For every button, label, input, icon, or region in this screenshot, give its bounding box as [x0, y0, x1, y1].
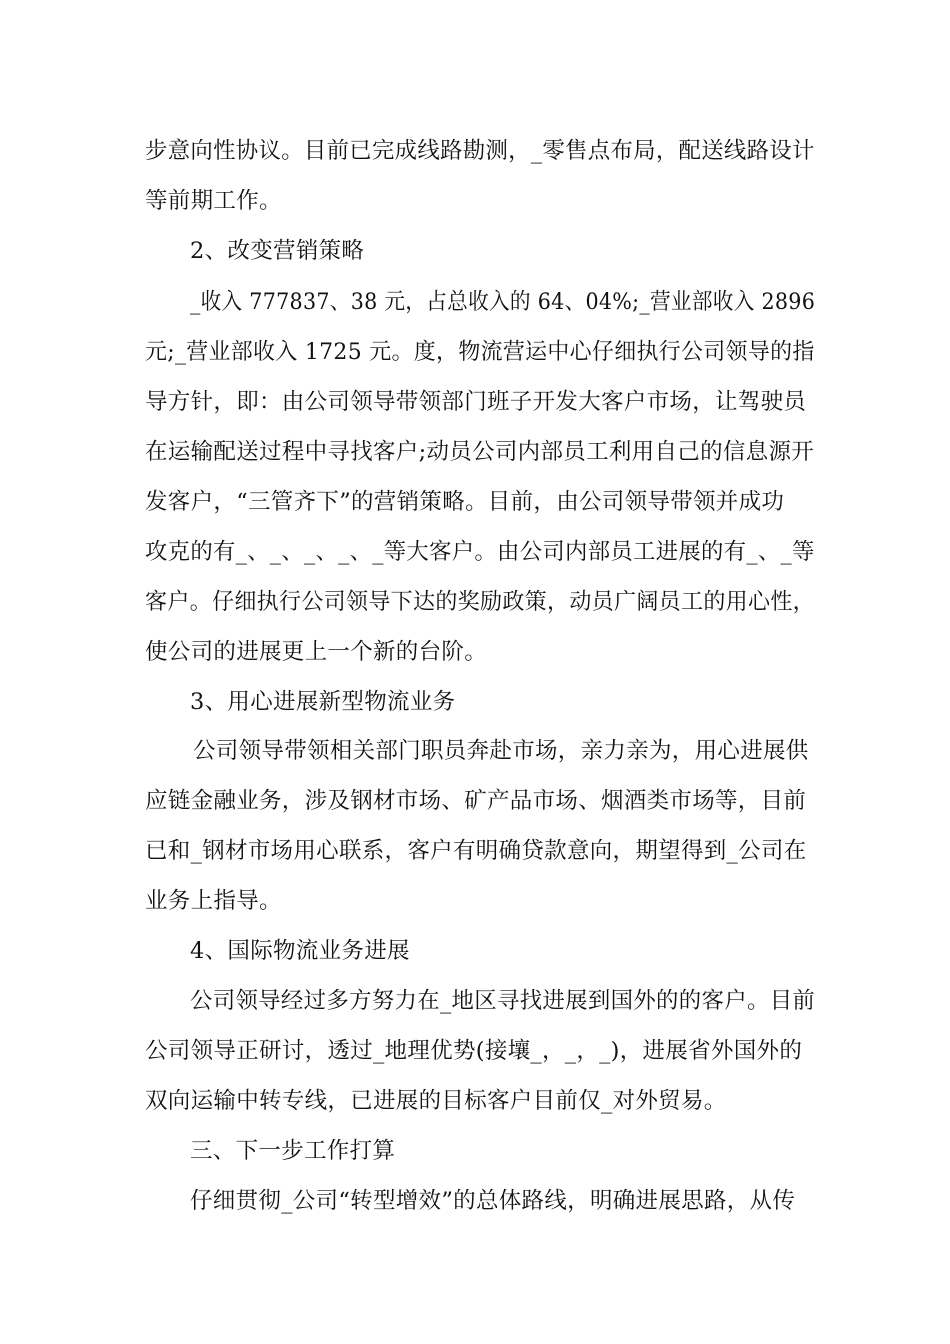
paragraph-line: 客户。仔细执行公司领导下达的奖励政策，动员广阔员工的用心性，: [145, 589, 815, 615]
paragraph-line: 元;_营业部收入 1725 元。度，物流营运中心仔细执行公司领导的指: [145, 339, 815, 365]
paragraph-line: 已和_钢材市场用心联系，客户有明确贷款意向，期望得到_公司在: [145, 838, 807, 864]
paragraph-line: 导方针，即：由公司领导带领部门班子开发大客户市场，让驾驶员: [145, 389, 807, 415]
paragraph-line: 公司领导带领相关部门职员奔赴市场，亲力亲为，用心进展供: [193, 738, 809, 764]
paragraph-line: 公司领导经过多方努力在_地区寻找进展到国外的的客户。目前: [190, 988, 816, 1014]
paragraph-line: 步意向性协议。目前已完成线路勘测，_零售点布局，配送线路设计: [145, 138, 815, 164]
paragraph-line: 公司领导正研讨，透过_地理优势(接壤_，_，_)，进展省外国外的: [145, 1038, 803, 1064]
section-heading: 4、国际物流业务进展: [190, 938, 410, 964]
paragraph-line: _收入 777837、38 元，占总收入的 64、04%;_营业部收入 2896: [190, 289, 816, 315]
paragraph-line: 攻克的有_、_、_、_、_等大客户。由公司内部员工进展的有_、_等: [145, 539, 815, 565]
paragraph-line: 双向运输中转专线，已进展的目标客户目前仅_对外贸易。: [145, 1088, 727, 1114]
section-heading: 2、改变营销策略: [190, 238, 365, 264]
paragraph-line: 应链金融业务，涉及钢材市场、矿产品市场、烟酒类市场等，目前: [145, 788, 807, 814]
paragraph-line: 发客户，“三管齐下”的营销策略。目前，由公司领导带领并成功: [145, 489, 785, 515]
paragraph-line: 使公司的进展更上一个新的台阶。: [145, 639, 488, 665]
section-heading: 三、下一步工作打算: [190, 1138, 396, 1164]
section-heading: 3、用心进展新型物流业务: [190, 689, 456, 715]
paragraph-line: 仔细贯彻_公司“转型增效”的总体路线，明确进展思路，从传: [190, 1188, 796, 1214]
paragraph-line: 在运输配送过程中寻找客户;动员公司内部员工利用自己的信息源开: [145, 439, 815, 465]
paragraph-line: 业务上指导。: [145, 888, 282, 914]
paragraph-line: 等前期工作。: [145, 188, 282, 214]
